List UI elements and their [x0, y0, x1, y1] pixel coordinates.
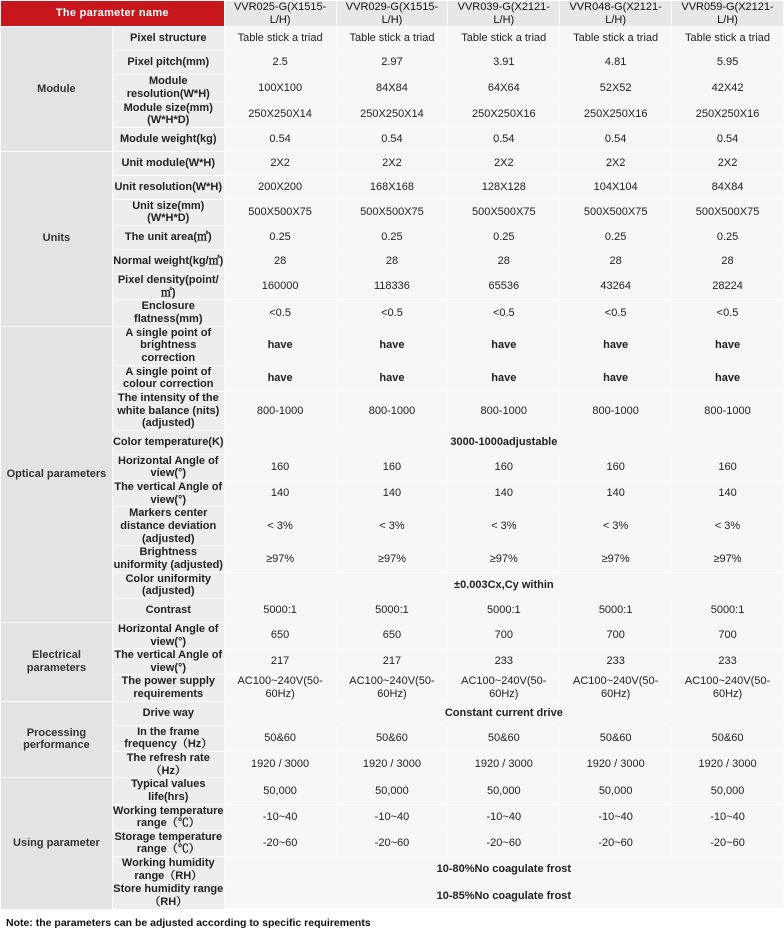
table-row — [1, 75, 784, 101]
parameter-value: -10~40 — [336, 804, 448, 830]
parameter-value: 3.91 — [448, 51, 560, 75]
parameter-value: -20~60 — [224, 830, 336, 856]
parameter-label: Brightness uniformity (adjusted) — [113, 546, 223, 571]
parameter-value: 160 — [448, 454, 560, 480]
parameter-label: Store humidity range（RH） — [113, 883, 224, 909]
parameter-value: 1920 / 3000 — [560, 751, 672, 777]
parameter-value: 43264 — [560, 274, 672, 300]
parameter-value: 0.25 — [560, 226, 672, 250]
parameter-label: In the frame frequency（Hz） — [112, 725, 224, 751]
parameter-label: Unit module(W*H) — [112, 151, 224, 175]
parameter-value: 0.54 — [448, 127, 560, 151]
parameter-value: AC100~240V(50-60Hz) — [560, 675, 672, 701]
parameter-value: 650 — [336, 622, 448, 648]
parameter-value: 160 — [560, 454, 672, 480]
table-row — [1, 546, 784, 572]
parameter-value: 50&60 — [672, 725, 784, 751]
parameter-value: 50,000 — [672, 778, 784, 804]
parameter-value: 500X500X75 — [224, 199, 336, 225]
parameter-value: 0.54 — [560, 127, 672, 151]
group-label-5: Processing performance — [1, 701, 113, 778]
parameter-value: 700 — [560, 622, 672, 648]
parameter-value: 160 — [672, 454, 784, 480]
parameter-label: Working humidity range（RH） — [112, 857, 224, 883]
parameter-value: Table stick a triad — [560, 27, 672, 51]
parameter-value: 233 — [672, 649, 784, 675]
parameter-value: -10~40 — [224, 804, 336, 830]
parameter-value: 500X500X75 — [336, 199, 448, 225]
parameter-label: The vertical Angle of view(°) — [112, 649, 224, 675]
parameter-value: 100X100 — [224, 75, 336, 101]
table-row — [1, 151, 784, 175]
parameter-value: ≥97% — [448, 546, 560, 572]
table-row — [1, 51, 784, 75]
table-row — [1, 175, 784, 199]
parameter-value: Table stick a triad — [672, 27, 784, 51]
parameter-value: AC100~240V(50-60Hz) — [448, 675, 560, 701]
parameter-value: 50&60 — [560, 725, 672, 751]
parameter-value: 0.54 — [336, 127, 448, 151]
parameter-label: Enclosure flatness(mm) — [112, 300, 224, 326]
header-model-4: VVR048-G(X2121-L/H) — [560, 1, 672, 27]
table-row — [1, 675, 784, 701]
table-row — [1, 127, 784, 151]
parameter-label: Pixel pitch(mm) — [112, 51, 224, 75]
parameter-value: 0.25 — [224, 226, 336, 250]
parameter-value: 0.54 — [224, 127, 336, 151]
parameter-value: 233 — [448, 649, 560, 675]
parameter-value: 65536 — [448, 274, 560, 300]
parameter-value: < 3% — [560, 507, 672, 546]
parameter-value: 0.54 — [672, 127, 784, 151]
parameter-value: Table stick a triad — [336, 27, 448, 51]
parameter-value: 104X104 — [560, 175, 672, 199]
table-row — [1, 804, 784, 830]
parameter-label: Unit size(mm)(W*H*D) — [112, 199, 224, 225]
parameter-value: 250X250X14 — [224, 101, 336, 127]
parameter-value: 140 — [336, 481, 448, 507]
parameter-value: 250X250X14 — [336, 101, 448, 127]
parameter-value: 5000:1 — [448, 598, 560, 622]
parameter-value: <0.5 — [448, 300, 560, 326]
table-row — [1, 365, 784, 391]
table-note: Note: the parameters can be adjusted according to specific requirements — [0, 910, 784, 935]
table-row — [1, 199, 784, 225]
parameter-value: 5000:1 — [672, 598, 784, 622]
table-row — [1, 622, 784, 648]
table-row — [1, 725, 784, 751]
header-model-3: VVR039-G(X2121-L/H) — [448, 1, 560, 27]
parameter-value: 250X250X16 — [560, 101, 672, 127]
parameter-value: <0.5 — [336, 300, 448, 326]
table-row — [1, 598, 784, 622]
parameter-value: 233 — [560, 649, 672, 675]
parameter-value-merged: ±0.003Cx,Cy within — [224, 572, 783, 598]
parameter-value: 28 — [560, 250, 672, 274]
parameter-value: 28 — [672, 250, 784, 274]
parameter-value: 250X250X16 — [448, 101, 560, 127]
parameter-value: 84X84 — [336, 75, 448, 101]
parameter-value: have — [672, 326, 784, 365]
parameter-label: Module size(mm)(W*H*D) — [112, 101, 224, 127]
parameter-value: have — [448, 326, 560, 365]
table-row — [1, 751, 784, 777]
parameter-label: Module weight(kg) — [112, 127, 224, 151]
parameter-label: Unit resolution(W*H) — [112, 175, 224, 199]
parameter-value: 250X250X16 — [672, 101, 784, 127]
parameter-value: <0.5 — [560, 300, 672, 326]
parameter-value: 1920 / 3000 — [336, 751, 448, 777]
table-row — [1, 326, 784, 365]
table-row — [1, 572, 784, 598]
parameter-value: 800-1000 — [560, 391, 672, 430]
parameter-value: -10~40 — [448, 804, 560, 830]
parameter-value-merged: 10-85%No coagulate frost — [224, 883, 783, 909]
parameter-value: 5.95 — [672, 51, 784, 75]
parameter-value: 2.97 — [336, 51, 448, 75]
parameter-value: 500X500X75 — [672, 199, 784, 225]
parameter-label: The unit area(㎡) — [112, 226, 224, 250]
table-row — [1, 250, 784, 274]
parameter-value: have — [224, 326, 336, 365]
parameter-value: have — [448, 365, 560, 391]
parameter-value: Table stick a triad — [448, 27, 560, 51]
table-row — [1, 857, 784, 883]
parameter-value: < 3% — [224, 507, 336, 546]
parameter-value: 28224 — [672, 274, 784, 300]
table-row — [1, 27, 784, 51]
table-body — [1, 1, 784, 910]
parameter-value: 50&60 — [336, 725, 448, 751]
parameter-value: 800-1000 — [672, 391, 784, 430]
parameter-label: Working temperature range（℃） — [113, 804, 224, 830]
table-row — [1, 226, 784, 250]
parameter-value: 0.25 — [448, 226, 560, 250]
table-row — [1, 274, 784, 300]
parameter-label: A single point of colour correction — [112, 365, 224, 391]
parameter-value: 140 — [448, 481, 560, 507]
parameter-value: -20~60 — [672, 830, 784, 856]
parameter-value: -20~60 — [448, 830, 560, 856]
parameter-value: 5000:1 — [224, 598, 336, 622]
parameter-value: Table stick a triad — [224, 27, 336, 51]
parameter-value: AC100~240V(50-60Hz) — [672, 675, 784, 701]
parameter-value: -20~60 — [560, 830, 672, 856]
table-row — [1, 454, 784, 480]
parameter-value: 2X2 — [672, 151, 784, 175]
table-row — [1, 300, 784, 326]
parameter-value: have — [336, 326, 448, 365]
group-label-1: Module — [1, 27, 113, 152]
parameter-value: 50&60 — [224, 725, 336, 751]
parameter-value: 50,000 — [336, 778, 448, 804]
parameter-label: The refresh rate（Hz） — [112, 751, 224, 777]
parameter-value: 160 — [224, 454, 336, 480]
parameter-value: 2X2 — [224, 151, 336, 175]
parameter-value: 160 — [336, 454, 448, 480]
parameter-value: AC100~240V(50-60Hz) — [224, 675, 336, 701]
parameter-value: 500X500X75 — [560, 199, 672, 225]
header-model-1: VVR025-G(X1515-L/H) — [224, 1, 336, 27]
parameter-value: 650 — [224, 622, 336, 648]
parameter-value: 160000 — [224, 274, 336, 300]
table-row — [1, 430, 784, 454]
parameter-value: 140 — [672, 481, 784, 507]
parameter-value: 2X2 — [560, 151, 672, 175]
parameter-value: have — [672, 365, 784, 391]
parameter-label: Color uniformity (adjusted) — [112, 572, 224, 598]
parameter-value: 50,000 — [224, 778, 336, 804]
parameter-label: Storage temperature range（℃） — [112, 830, 224, 856]
table-row — [1, 101, 784, 127]
parameter-value: 800-1000 — [448, 391, 560, 430]
parameter-value: 28 — [224, 250, 336, 274]
parameter-label: The intensity of the white balance (nits) (adjusted) — [112, 391, 224, 430]
parameter-value: 217 — [336, 649, 448, 675]
table-row — [1, 391, 784, 430]
parameter-value: 2X2 — [448, 151, 560, 175]
parameter-value: 0.25 — [336, 226, 448, 250]
table-row — [1, 701, 784, 725]
parameter-value: 700 — [672, 622, 784, 648]
table-row — [1, 883, 784, 909]
parameter-value: 140 — [224, 481, 336, 507]
parameter-value: 50,000 — [448, 778, 560, 804]
parameter-value: 42X42 — [672, 75, 784, 101]
parameter-value-merged: 3000-1000adjustable — [224, 430, 783, 454]
parameter-value: 1920 / 3000 — [672, 751, 784, 777]
table-row — [1, 507, 784, 546]
header-title: The parameter name — [1, 1, 225, 27]
parameter-value: 168X168 — [336, 175, 448, 199]
parameter-value-merged: Constant current drive — [224, 701, 783, 725]
parameter-value: 700 — [448, 622, 560, 648]
parameter-value-merged: 10-80%No coagulate frost — [224, 857, 783, 883]
parameter-value: ≥97% — [672, 546, 784, 572]
parameter-value: -20~60 — [336, 830, 448, 856]
parameter-value: ≥97% — [560, 546, 672, 572]
parameter-value: 217 — [224, 649, 336, 675]
parameter-value: 1920 / 3000 — [224, 751, 336, 777]
table-row — [1, 778, 784, 804]
parameter-value: 5000:1 — [560, 598, 672, 622]
header-model-5: VVR059-G(X2121-L/H) — [672, 1, 784, 27]
parameter-value: 128X128 — [448, 175, 560, 199]
parameter-label: Markers center distance deviation (adjusted) — [112, 507, 224, 546]
parameter-value: 0.25 — [672, 226, 784, 250]
parameter-value: 1920 / 3000 — [448, 751, 560, 777]
parameter-value: <0.5 — [672, 300, 784, 326]
parameter-value: 28 — [336, 250, 448, 274]
parameter-label: Contrast — [112, 598, 224, 622]
parameter-value: -10~40 — [560, 804, 672, 830]
parameter-value: 140 — [560, 481, 672, 507]
parameter-label: Normal weight(kg/㎡) — [112, 250, 224, 274]
parameter-value: 64X64 — [448, 75, 560, 101]
parameter-value: have — [224, 365, 336, 391]
parameter-label: The power supply requirements — [112, 675, 224, 701]
parameter-label: Horizontal Angle of view(°) — [112, 622, 224, 648]
group-label-6: Using parameter — [1, 778, 113, 909]
parameter-value: have — [336, 365, 448, 391]
parameter-label: Horizontal Angle of view(°) — [112, 454, 224, 480]
parameter-value: ≥97% — [224, 546, 336, 572]
parameter-value: < 3% — [448, 507, 560, 546]
group-label-3: Optical parameters — [1, 326, 113, 622]
group-label-2: Units — [1, 151, 113, 326]
parameter-value: AC100~240V(50-60Hz) — [336, 675, 448, 701]
parameter-label: Color temperature(K) — [112, 430, 224, 454]
parameter-value: 200X200 — [224, 175, 336, 199]
parameter-value: 50,000 — [560, 778, 672, 804]
parameter-value: 800-1000 — [336, 391, 448, 430]
parameter-value: 2X2 — [336, 151, 448, 175]
parameter-label: A single point of brightness correction — [112, 326, 224, 365]
parameter-value: ≥97% — [336, 546, 448, 572]
parameter-label: Pixel density(point/㎡) — [112, 274, 224, 300]
table-header-row — [1, 1, 784, 27]
parameter-label: Typical values life(hrs) — [112, 778, 224, 804]
parameter-value: 2.5 — [224, 51, 336, 75]
parameter-value: 52X52 — [560, 75, 672, 101]
parameter-value: 50&60 — [448, 725, 560, 751]
parameter-label: Pixel structure — [112, 27, 224, 51]
group-label-4: Electrical parameters — [1, 622, 113, 701]
parameter-value: 28 — [448, 250, 560, 274]
parameter-value: 4.81 — [560, 51, 672, 75]
parameter-value: have — [560, 326, 672, 365]
parameter-value: 84X84 — [672, 175, 784, 199]
parameter-value: < 3% — [672, 507, 784, 546]
parameter-value: have — [560, 365, 672, 391]
parameter-value: 800-1000 — [224, 391, 336, 430]
parameter-label: Module resolution(W*H) — [112, 75, 224, 101]
table-row — [1, 481, 784, 507]
parameter-value: 5000:1 — [336, 598, 448, 622]
parameter-label: The vertical Angle of view(°) — [112, 481, 224, 507]
table-row — [1, 649, 784, 675]
parameter-value: <0.5 — [224, 300, 336, 326]
parameter-value: 500X500X75 — [448, 199, 560, 225]
parameter-label: Drive way — [112, 701, 224, 725]
parameter-value: 118336 — [336, 274, 448, 300]
table-row — [1, 830, 784, 856]
parameter-value: < 3% — [336, 507, 448, 546]
parameter-value: -10~40 — [672, 804, 784, 830]
header-model-2: VVR029-G(X1515-L/H) — [336, 1, 448, 27]
